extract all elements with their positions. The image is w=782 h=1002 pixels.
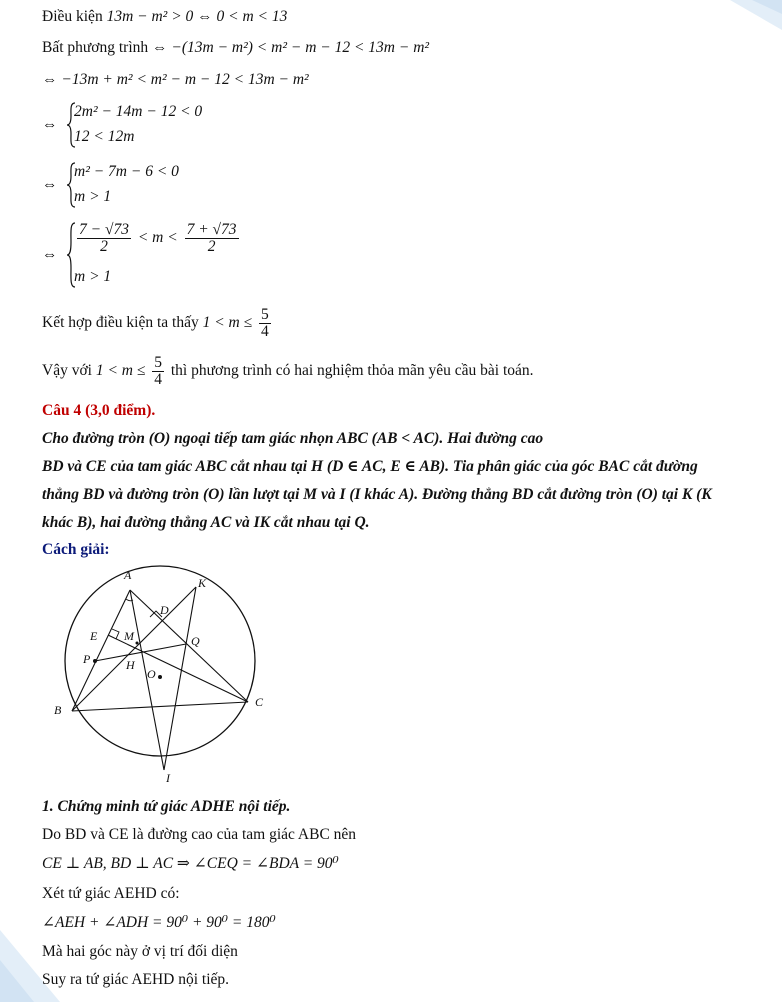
part1-line-6: Suy ra tứ giác AEHD nội tiếp. xyxy=(42,971,230,988)
expanded-inequality xyxy=(42,70,309,90)
label-Q: Q xyxy=(191,634,200,648)
condition-line xyxy=(42,7,287,27)
question-text-1: Cho đường tròn (O) ngoại tiếp tam giác nhọn ABC (AB < AC). Hai đường cao xyxy=(42,430,544,447)
system-3-row-1 xyxy=(74,222,242,255)
conclusion-math: 1 < m ≤ xyxy=(95,362,146,379)
system-2-row-2: m > 1 xyxy=(74,188,112,205)
label-A: A xyxy=(124,568,132,582)
inequality-label: Bất phương trình xyxy=(42,39,149,56)
inequality-math: ⇔ −(13m − m²) < m² − m − 12 < 13m − m² xyxy=(152,39,430,56)
point-M xyxy=(136,642,139,645)
frac-den: 4 xyxy=(261,322,269,340)
solution-label: Cách giải: xyxy=(42,541,110,558)
part1-line-1: Do BD và CE là đường cao của tam giác ABC nên xyxy=(42,826,357,843)
label-P: P xyxy=(83,652,91,666)
question-text-2: BD và CE của tam giác ABC cắt nhau tại H (D ∈ AC, E ∈ AB). Tia phân giác của góc BAC cắt đường xyxy=(42,458,698,475)
corner-decoration-bottom-left xyxy=(0,930,70,1002)
label-C: C xyxy=(255,695,264,709)
part1-math-2: ∠AEH + ∠ADH = 90⁰ + 90⁰ = 180⁰ xyxy=(42,914,276,931)
corner-decoration-top-right xyxy=(700,0,782,30)
label-B: B xyxy=(54,703,62,717)
part1-line-3: Xét tứ giác AEHD có: xyxy=(42,885,180,902)
conclusion-post: thì phương trình có hai nghiệm thỏa mãn yêu cầu bài toán. xyxy=(170,362,534,379)
point-O xyxy=(158,675,162,679)
fraction-left-den: 2 xyxy=(100,238,108,255)
fraction-left-num: 7 − √73 xyxy=(79,221,129,238)
question-text-4: khác B), hai đường thẳng AC và IK cắt nhau tại Q. xyxy=(42,514,370,531)
label-E: E xyxy=(90,629,98,643)
fraction-right xyxy=(185,222,239,255)
fraction-right-num: 7 + √73 xyxy=(186,221,237,238)
label-K: K xyxy=(198,576,207,590)
label-H: H xyxy=(126,658,135,672)
conclusion-line xyxy=(42,354,534,388)
condition-label: Điều kiện xyxy=(42,8,103,25)
label-D: D xyxy=(160,603,169,617)
part1-math-1: CE ⊥ AB, BD ⊥ AC ⇒ ∠CEQ = ∠BDA = 90⁰ xyxy=(42,855,339,872)
iff-symbol: ⇔ xyxy=(42,116,58,133)
combine-label: Kết hợp điều kiện ta thấy xyxy=(42,314,199,331)
system-1-row-1: 2m² − 14m − 12 < 0 xyxy=(74,103,203,120)
combine-math: 1 < m ≤ xyxy=(202,314,253,331)
system-1-row-2: 12 < 12m xyxy=(74,128,135,145)
part1-title: 1. Chứng minh tứ giác ADHE nội tiếp. xyxy=(42,798,291,815)
frac-num: 5 xyxy=(154,353,162,371)
segment-BC xyxy=(72,702,248,711)
point-P xyxy=(93,659,97,663)
iff-symbol: ⇔ xyxy=(42,246,58,263)
fraction-right-den: 2 xyxy=(207,238,216,255)
system-2-row-1: m² − 7m − 6 < 0 xyxy=(74,163,179,180)
label-O: O xyxy=(147,667,156,681)
frac-den: 4 xyxy=(154,370,162,388)
expanded-inequality-math: ⇔ −13m + m² < m² − m − 12 < 13m − m² xyxy=(42,71,309,88)
label-M: M xyxy=(124,629,134,643)
fraction-5-4 xyxy=(152,355,164,388)
system-3-row-2: m > 1 xyxy=(74,268,112,285)
condition-math: 13m − m² > 0 ⇔ 0 < m < 13 xyxy=(106,8,288,25)
label-I: I xyxy=(166,771,170,785)
question-title: Câu 4 (3,0 điểm). xyxy=(42,402,156,419)
combine-line xyxy=(42,306,274,340)
frac-num: 5 xyxy=(261,305,269,323)
part1-line-5: Mà hai góc này ở vị trí đối diện xyxy=(42,943,238,960)
system-3-mid: < m < xyxy=(137,229,178,247)
inequality-line xyxy=(42,38,429,58)
conclusion-pre: Vậy với xyxy=(42,362,92,379)
iff-symbol: ⇔ xyxy=(42,176,58,193)
geometry-figure xyxy=(50,565,280,785)
question-text-3: thẳng BD và đường tròn (O) lần lượt tại M và I (I khác A). Đường thẳng BD cắt đường tròn (O) tại K (K xyxy=(42,486,712,503)
fraction-left xyxy=(77,222,131,255)
fraction-5-4 xyxy=(259,307,271,340)
